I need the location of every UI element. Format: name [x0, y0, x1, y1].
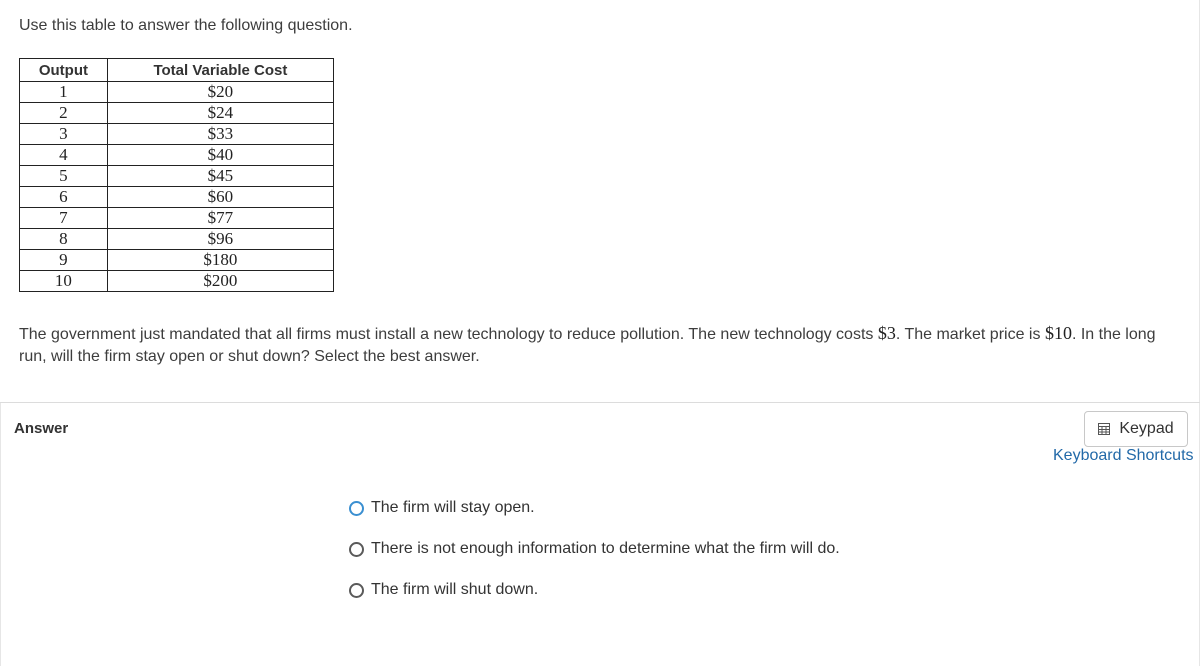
market-price-value: $10: [1044, 323, 1072, 343]
table-prompt: Use this table to answer the following question.: [19, 17, 353, 34]
answer-options: [349, 497, 840, 620]
table-row: [20, 208, 334, 229]
cost-cell: $20: [107, 82, 333, 103]
keypad-icon: [1098, 423, 1110, 435]
output-cell: 3: [20, 124, 108, 145]
cost-table: [19, 58, 334, 292]
output-cell: 1: [20, 82, 108, 103]
keypad-button[interactable]: [1084, 411, 1188, 447]
output-cell: 10: [20, 271, 108, 292]
option-label: The firm will shut down.: [371, 581, 539, 598]
column-header-output: Output: [20, 59, 108, 82]
option-shut-down[interactable]: [349, 579, 840, 601]
output-cell: 5: [20, 166, 108, 187]
table-row: [20, 250, 334, 271]
output-cell: 7: [20, 208, 108, 229]
table-row: [20, 187, 334, 208]
table-row: [20, 103, 334, 124]
answer-area: [0, 403, 1200, 666]
cost-cell: $200: [107, 271, 333, 292]
keypad-label: Keypad: [1119, 420, 1174, 437]
table-row: [20, 82, 334, 103]
technology-cost-value: $3: [877, 323, 896, 343]
table-row: [20, 229, 334, 250]
output-cell: 4: [20, 145, 108, 166]
cost-cell: $45: [107, 166, 333, 187]
question-text-part: . In the long run, will the firm stay open or shut down? Select the best answer.: [19, 326, 1156, 365]
output-cell: 6: [20, 187, 108, 208]
option-stay-open[interactable]: [349, 497, 840, 519]
cost-cell: $77: [107, 208, 333, 229]
cost-cell: $33: [107, 124, 333, 145]
output-cell: 9: [20, 250, 108, 271]
option-label: The firm will stay open.: [371, 499, 535, 516]
output-cell: 2: [20, 103, 108, 124]
column-header-total-variable-cost: Total Variable Cost: [107, 59, 333, 82]
radio-button[interactable]: [349, 501, 364, 516]
option-label: There is not enough information to determine what the firm will do.: [371, 540, 840, 557]
cost-cell: $24: [107, 103, 333, 124]
question-text-part: . The market price is: [895, 326, 1045, 343]
radio-button[interactable]: [349, 583, 364, 598]
answer-label: Answer: [14, 420, 69, 437]
option-not-enough-info[interactable]: [349, 538, 840, 560]
cost-cell: $180: [107, 250, 333, 271]
keyboard-shortcuts-link[interactable]: Keyboard Shortcuts: [1053, 447, 1194, 464]
cost-cell: $60: [107, 187, 333, 208]
cost-cell: $40: [107, 145, 333, 166]
table-row: [20, 271, 334, 292]
table-header-row: [20, 59, 334, 82]
radio-button[interactable]: [349, 542, 364, 557]
cost-cell: $96: [107, 229, 333, 250]
table-row: [20, 145, 334, 166]
question-text-part: The government just mandated that all firms must install a new technology to reduce pollution. The new technology costs: [19, 326, 878, 343]
output-cell: 8: [20, 229, 108, 250]
table-row: [20, 166, 334, 187]
table-row: [20, 124, 334, 145]
question-text: [19, 322, 1179, 368]
